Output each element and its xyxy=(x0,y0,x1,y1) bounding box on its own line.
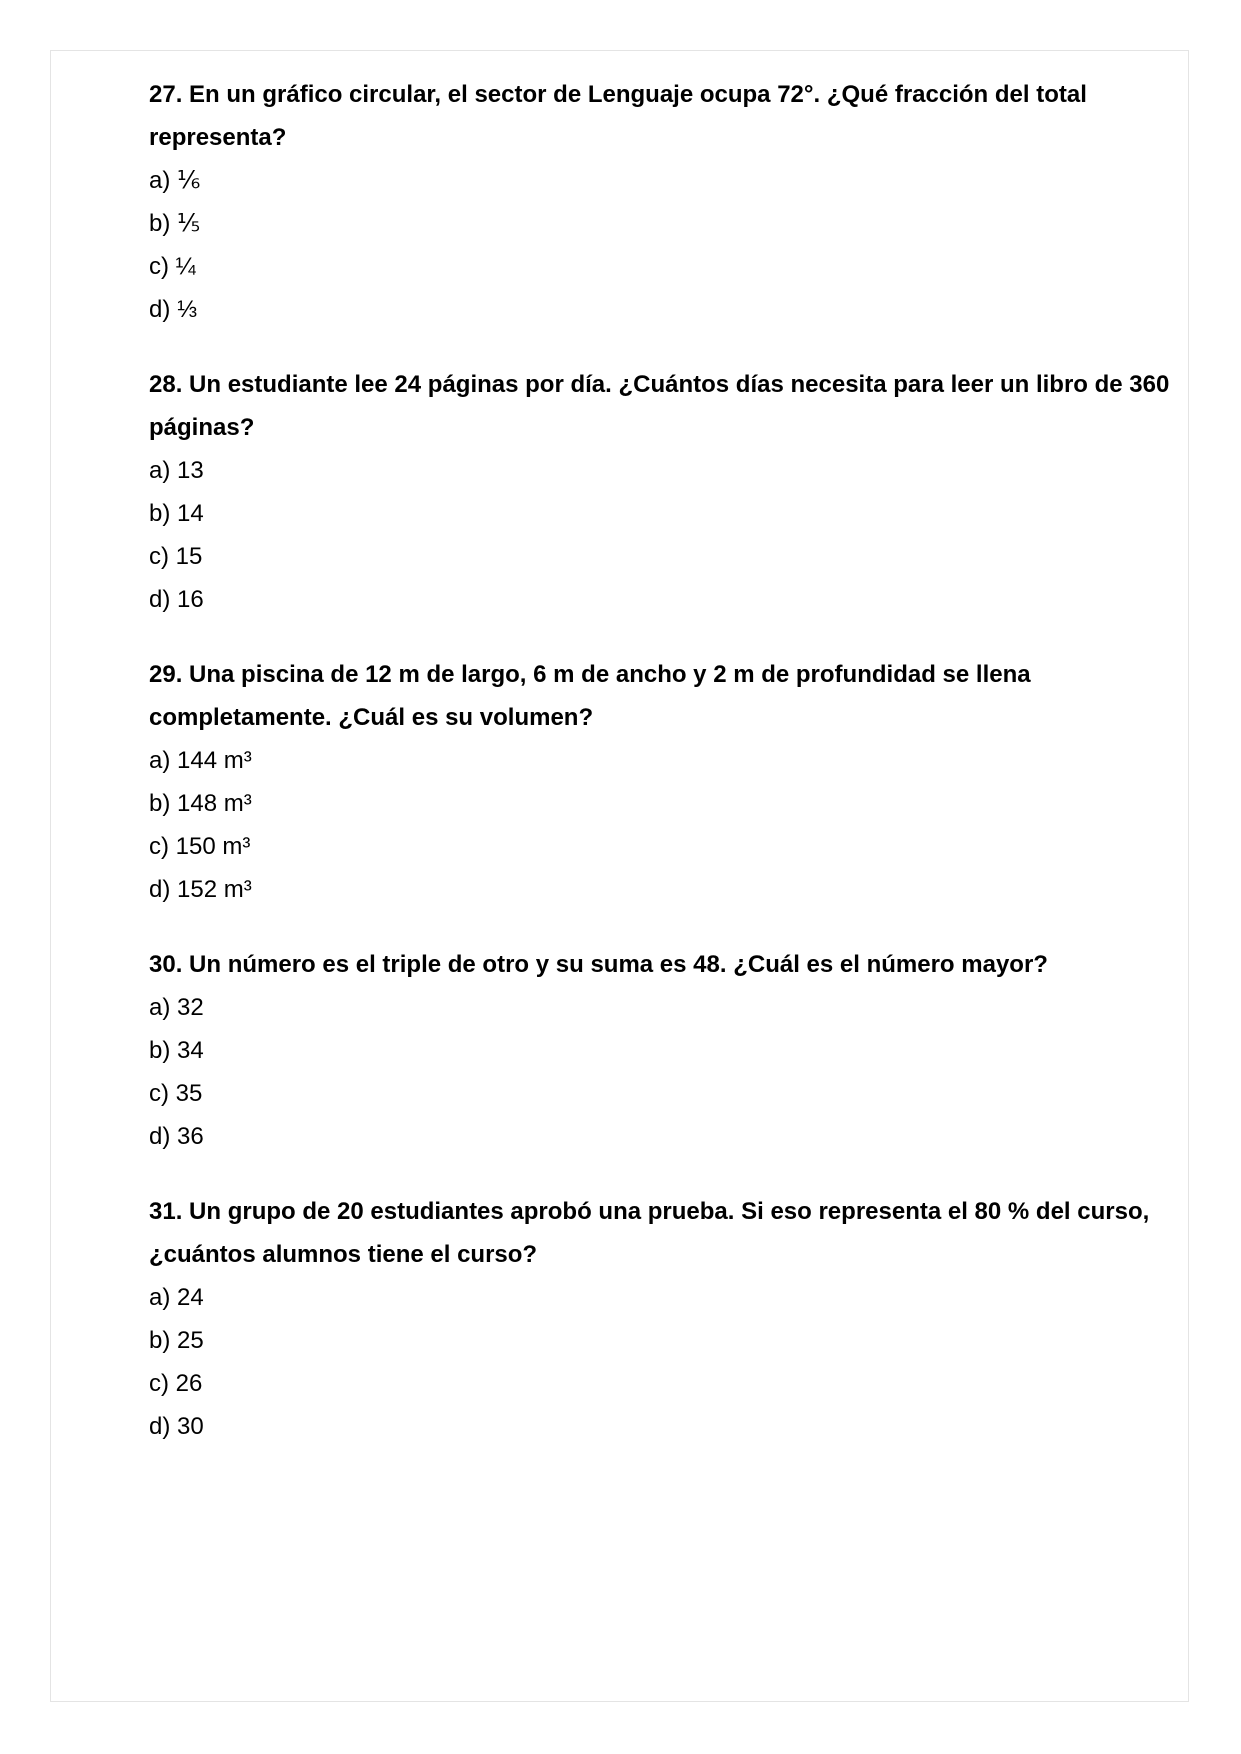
question-30 xyxy=(149,943,1179,1158)
question-text: 31. Un grupo de 20 estudiantes aprobó una prueba. Si eso representa el 80 % del curso, ¿cuántos alumnos tiene el curso? xyxy=(149,1198,1150,1268)
option-d: d) 16 xyxy=(149,586,204,613)
option-a: a) 144 m³ xyxy=(149,747,252,774)
option-b: b) 34 xyxy=(149,1037,204,1064)
option-b: b) 25 xyxy=(149,1327,204,1354)
option-a: a) 13 xyxy=(149,457,204,484)
option-c: c) 150 m³ xyxy=(149,833,251,860)
option-b: b) ⅕ xyxy=(149,210,201,237)
question-29 xyxy=(149,653,1179,911)
option-c: c) 26 xyxy=(149,1370,203,1397)
document-page xyxy=(50,50,1189,1702)
option-d: d) ⅓ xyxy=(149,296,198,323)
option-c: c) ¼ xyxy=(149,253,196,280)
option-d: d) 30 xyxy=(149,1413,204,1440)
question-list xyxy=(149,73,1179,1480)
option-a: a) 24 xyxy=(149,1284,204,1311)
option-a: a) 32 xyxy=(149,994,204,1021)
question-text: 29. Una piscina de 12 m de largo, 6 m de ancho y 2 m de profundidad se llena completamente. ¿Cuál es su volumen? xyxy=(149,661,1031,731)
question-text: 27. En un gráfico circular, el sector de Lenguaje ocupa 72°. ¿Qué fracción del total representa? xyxy=(149,81,1087,151)
option-a: a) ⅙ xyxy=(149,167,201,194)
question-31 xyxy=(149,1190,1179,1448)
question-27 xyxy=(149,73,1179,331)
option-c: c) 15 xyxy=(149,543,203,570)
option-d: d) 152 m³ xyxy=(149,876,252,903)
option-b: b) 148 m³ xyxy=(149,790,252,817)
option-b: b) 14 xyxy=(149,500,204,527)
question-28 xyxy=(149,363,1179,621)
question-text: 30. Un número es el triple de otro y su suma es 48. ¿Cuál es el número mayor? xyxy=(149,951,1048,978)
option-d: d) 36 xyxy=(149,1123,204,1150)
option-c: c) 35 xyxy=(149,1080,203,1107)
question-text: 28. Un estudiante lee 24 páginas por día. ¿Cuántos días necesita para leer un libro de 360 páginas? xyxy=(149,371,1170,441)
